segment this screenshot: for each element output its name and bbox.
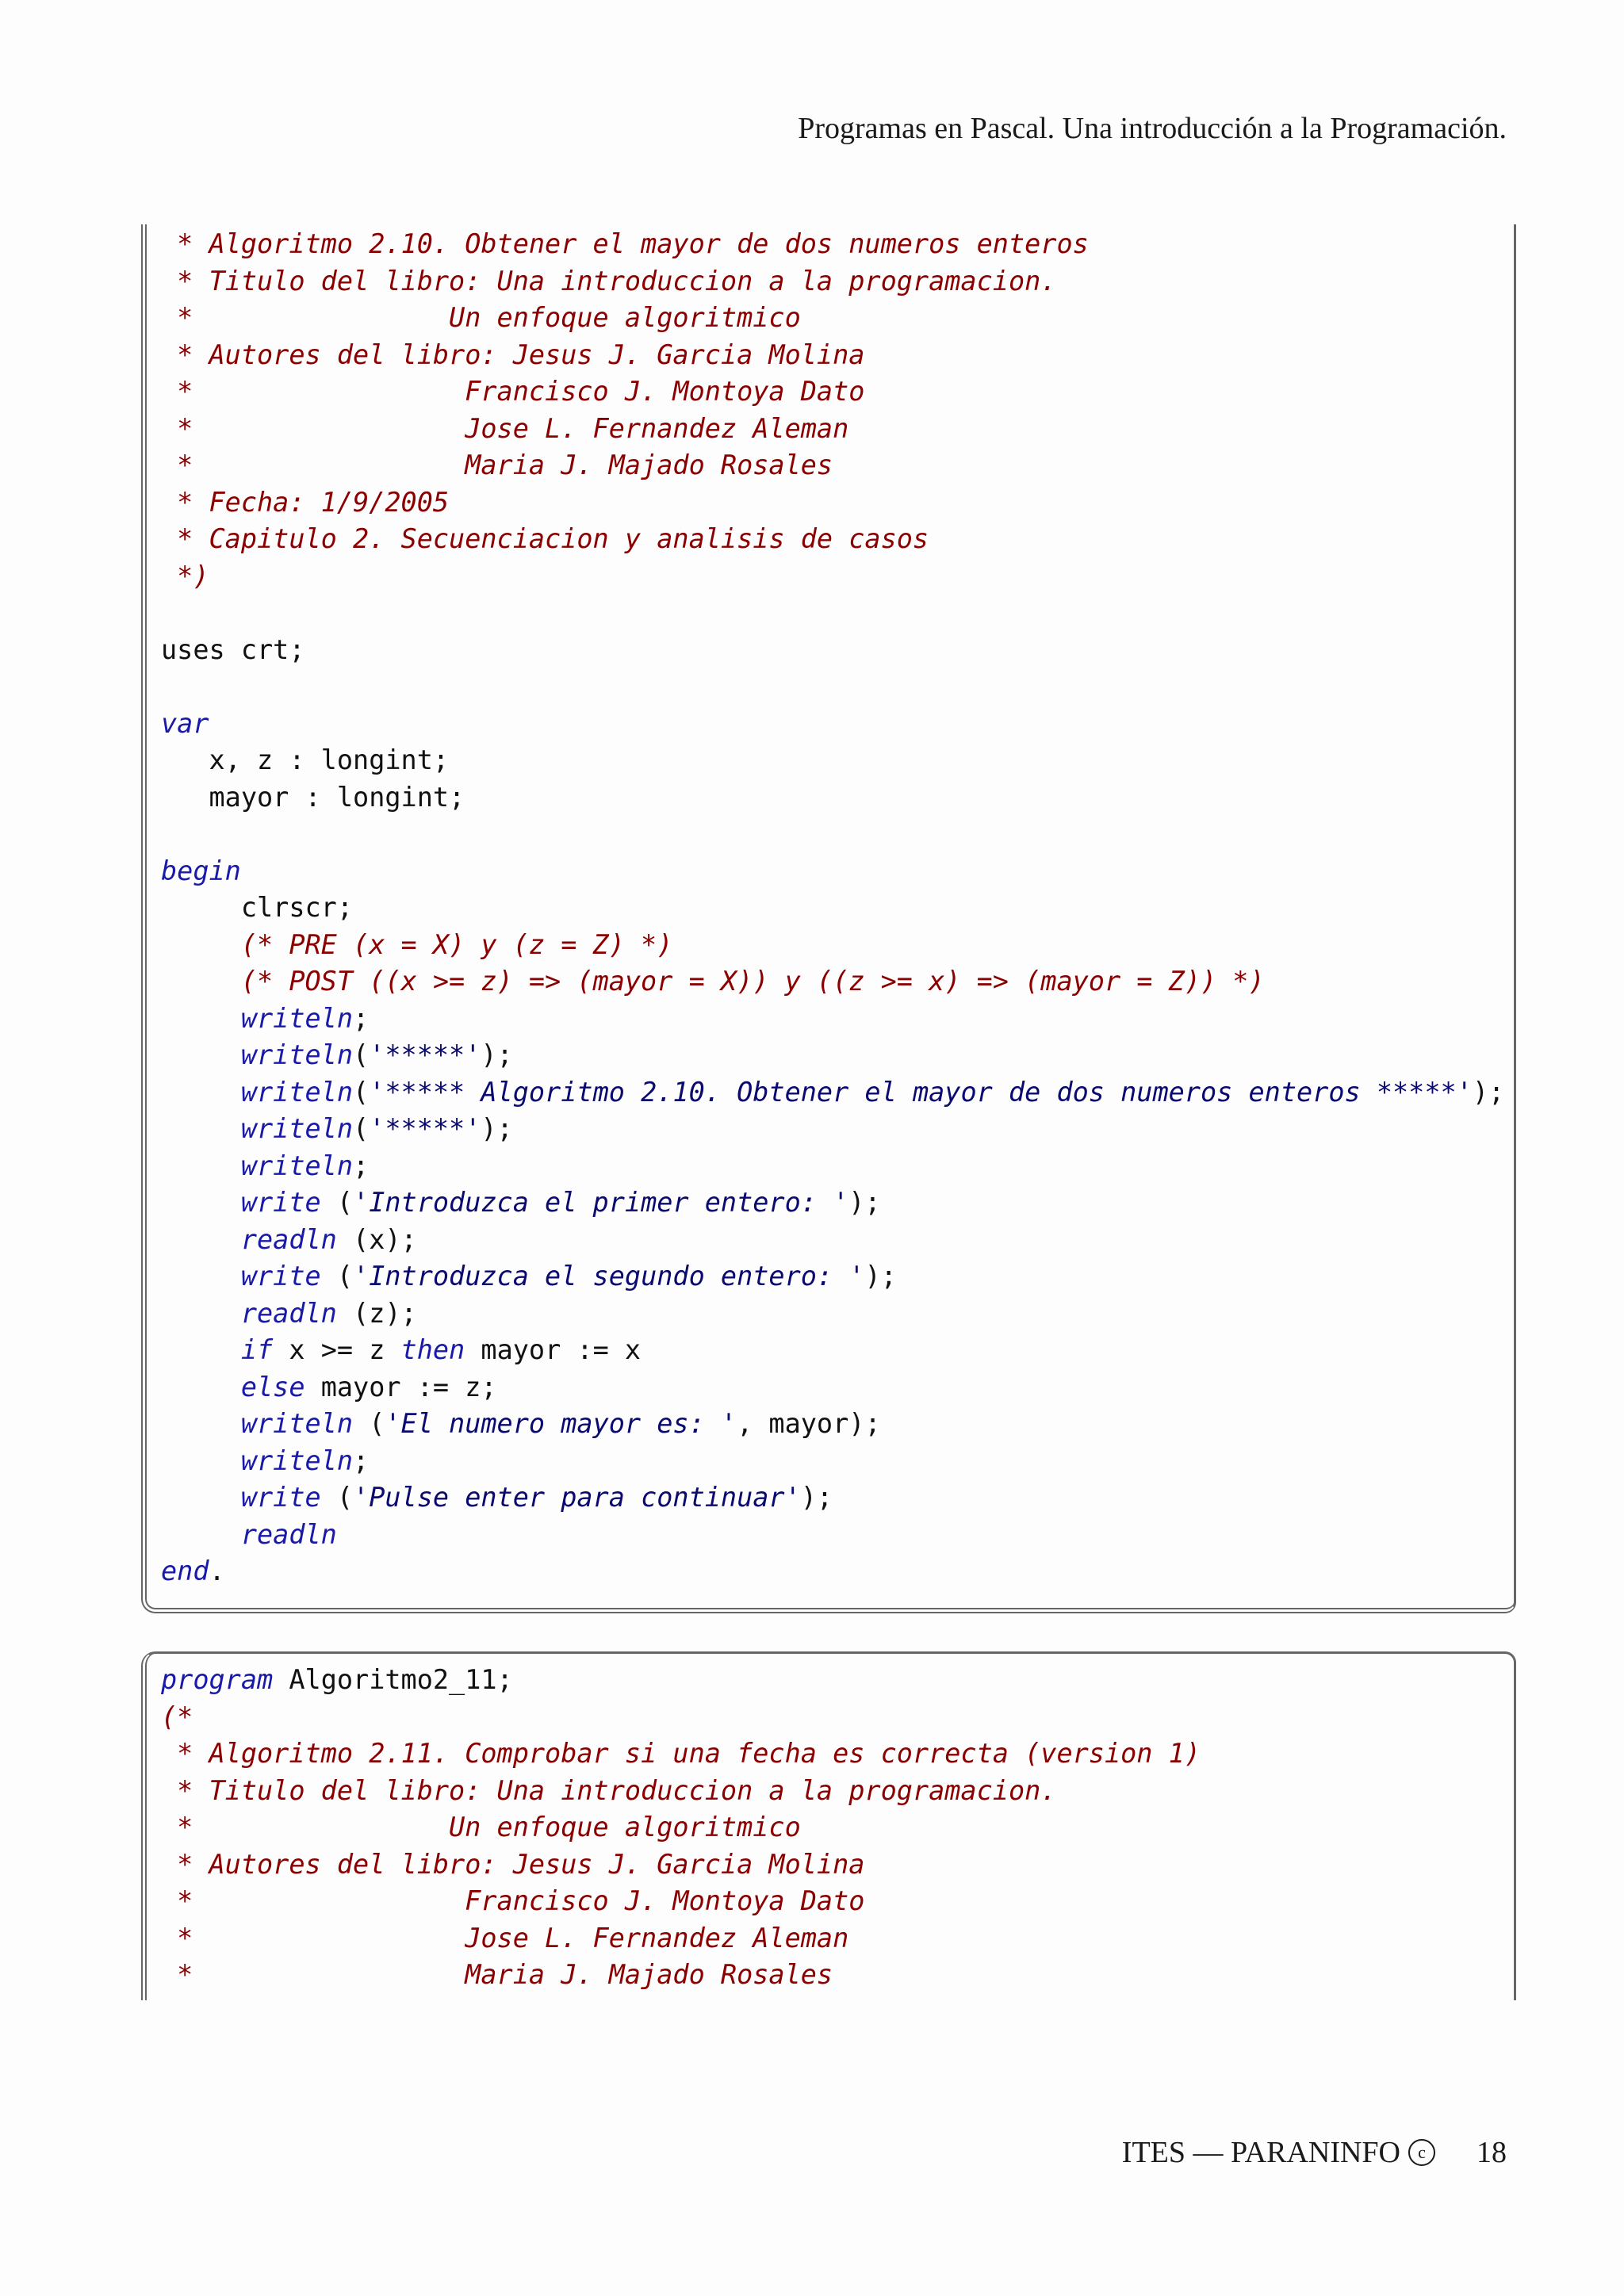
- code-token-plain: );: [481, 1113, 513, 1144]
- code-token-plain: );: [1472, 1076, 1505, 1108]
- code-token-keyword: write: [240, 1261, 321, 1292]
- code-token-plain: (: [353, 1076, 370, 1108]
- code-token-keyword: readln: [240, 1297, 337, 1329]
- code-token-string: '*****': [369, 1113, 481, 1144]
- code-line: [161, 779, 1504, 817]
- code-token-plain: [161, 1334, 241, 1365]
- code-line: [161, 1258, 1504, 1295]
- code-line: [161, 1957, 1201, 1994]
- code-line: [161, 706, 1504, 743]
- code-token-plain: (: [353, 1113, 370, 1144]
- code-token-plain: ;: [353, 1002, 370, 1034]
- code-token-keyword: else: [240, 1371, 305, 1402]
- code-token-keyword: var: [161, 707, 209, 739]
- page-header: Programas en Pascal. Una introducción a la Programación.: [798, 112, 1507, 145]
- code-token-comment: * Francisco J. Montoya Dato: [161, 1885, 865, 1916]
- code-token-plain: clrscr;: [161, 892, 354, 923]
- code-token-string: 'Introduzca el segundo entero: ': [353, 1261, 865, 1292]
- code-line: [161, 1074, 1504, 1112]
- code-line: [161, 1699, 1201, 1736]
- code-line: [161, 1184, 1504, 1222]
- code-token-plain: [161, 1224, 241, 1255]
- code-token-plain: [161, 1039, 241, 1070]
- code-token-plain: );: [864, 1261, 897, 1292]
- code-token-plain: Algoritmo2_11;: [273, 1664, 513, 1695]
- code-token-plain: );: [848, 1187, 881, 1218]
- code-token-keyword: writeln: [240, 1445, 354, 1476]
- code-line: [161, 1222, 1504, 1259]
- code-line: [161, 1846, 1201, 1884]
- code-token-plain: (: [353, 1408, 385, 1439]
- code-token-keyword: writeln: [240, 1002, 354, 1034]
- code-line: [161, 337, 1504, 374]
- code-token-plain: .: [209, 1556, 225, 1586]
- code-line: [161, 1773, 1201, 1810]
- code-token-comment: * Algoritmo 2.11. Comprobar si una fecha es correcta (version 1): [161, 1738, 1201, 1769]
- code-token-plain: ;: [353, 1445, 370, 1476]
- code-line: [161, 411, 1504, 448]
- code-token-comment: * Autores del libro: Jesus J. Garcia Molina: [161, 1848, 865, 1880]
- code-token-plain: mayor : longint;: [161, 781, 465, 813]
- code-token-keyword: writeln: [240, 1076, 354, 1108]
- code-line: [161, 484, 1504, 522]
- code-line: [161, 1001, 1504, 1038]
- code-token-keyword: writeln: [240, 1039, 354, 1070]
- code-line: [161, 853, 1504, 890]
- code-token-comment: * Un enfoque algoritmico: [161, 302, 801, 333]
- code-token-plain: [161, 1519, 241, 1550]
- code-token-comment: (* PRE (x = X) y (z = Z) *): [240, 928, 673, 960]
- code-token-string: 'Pulse enter para continuar': [353, 1482, 801, 1513]
- code-token-plain: x, z : longint;: [161, 744, 450, 775]
- code-token-string: '***** Algoritmo 2.10. Obtener el mayor de dos numeros enteros *****': [369, 1076, 1473, 1108]
- code-line: [161, 226, 1504, 263]
- code-line: [161, 1479, 1504, 1517]
- code-token-comment: * Capitulo 2. Secuenciacion y analisis de casos: [161, 523, 929, 554]
- code-token-keyword: readln: [240, 1518, 337, 1550]
- code-line: [161, 521, 1504, 558]
- code-listing-algoritmo-2-11: [141, 1651, 1516, 2000]
- code-token-plain: , mayor);: [737, 1408, 881, 1439]
- code-body: [161, 226, 1504, 1590]
- code-token-comment: * Algoritmo 2.10. Obtener el mayor de dos numeros enteros: [161, 228, 1089, 259]
- code-token-plain: [161, 1113, 241, 1144]
- code-line: [161, 373, 1504, 411]
- code-line: [161, 263, 1504, 300]
- code-line: [161, 1553, 1504, 1590]
- code-line: [161, 1920, 1201, 1957]
- code-token-plain: [161, 1003, 241, 1034]
- code-token-plain: (x);: [336, 1223, 417, 1255]
- code-token-comment: * Autores del libro: Jesus J. Garcia Molina: [161, 339, 865, 370]
- code-token-plain: [161, 966, 241, 997]
- code-token-keyword: program: [161, 1664, 274, 1695]
- code-token-keyword: write: [240, 1187, 321, 1218]
- code-line: [161, 1406, 1504, 1443]
- code-line: [161, 595, 1504, 632]
- code-token-comment: * Maria J. Majado Rosales: [161, 450, 833, 480]
- code-token-comment: * Fecha: 1/9/2005: [161, 486, 450, 518]
- code-line: [161, 1111, 1504, 1148]
- code-token-comment: (* POST ((x >= z) => (mayor = X)) y ((z >= x) => (mayor = Z)) *): [240, 966, 1265, 997]
- code-token-plain: [161, 1445, 241, 1476]
- code-token-keyword: readln: [240, 1223, 337, 1255]
- code-token-comment: * Titulo del libro: Una introduccion a la programacion.: [161, 1774, 1057, 1806]
- code-body: [161, 1662, 1201, 1994]
- page-footer: [1122, 2135, 1507, 2170]
- code-line: [161, 1369, 1504, 1406]
- code-token-keyword: if: [240, 1334, 274, 1365]
- code-token-keyword: end: [161, 1556, 209, 1586]
- code-token-plain: [161, 1482, 241, 1513]
- code-line: [161, 1662, 1201, 1699]
- code-token-keyword: writeln: [240, 1150, 354, 1181]
- code-token-plain: x >= z: [273, 1334, 401, 1365]
- code-token-string: 'El numero mayor es: ': [385, 1408, 737, 1439]
- code-token-comment: * Francisco J. Montoya Dato: [161, 376, 865, 407]
- code-token-plain: (: [320, 1482, 354, 1513]
- code-token-plain: [161, 1150, 241, 1181]
- code-token-plain: [161, 1298, 241, 1329]
- code-line: [161, 963, 1504, 1001]
- code-token-plain: );: [800, 1482, 833, 1513]
- code-token-comment: * Jose L. Fernandez Aleman: [161, 412, 849, 444]
- publisher-label: ITES — PARANINFO: [1121, 2136, 1400, 2169]
- code-line: [161, 1735, 1201, 1773]
- code-line: [161, 668, 1504, 706]
- code-token-comment: * Titulo del libro: Una introduccion a la programacion.: [161, 265, 1057, 297]
- code-token-plain: [161, 1408, 241, 1439]
- code-token-keyword: writeln: [240, 1113, 354, 1144]
- code-token-keyword: then: [400, 1334, 465, 1365]
- code-token-string: '*****': [369, 1039, 481, 1070]
- code-listing-algoritmo-2-10: [141, 224, 1516, 1613]
- code-token-plain: [161, 1261, 241, 1292]
- code-token-comment: (*: [161, 1701, 193, 1732]
- code-token-plain: (: [320, 1261, 354, 1292]
- code-token-plain: );: [481, 1039, 513, 1070]
- code-line: [161, 1295, 1504, 1333]
- code-token-comment: * Jose L. Fernandez Aleman: [161, 1922, 849, 1954]
- page-number: 18: [1477, 2136, 1507, 2169]
- code-token-plain: [161, 1372, 241, 1402]
- code-token-keyword: writeln: [240, 1408, 354, 1439]
- code-line: [161, 1883, 1201, 1920]
- code-token-plain: [161, 929, 241, 960]
- code-line: [161, 927, 1504, 964]
- code-token-comment: * Maria J. Majado Rosales: [161, 1959, 833, 1990]
- code-line: [161, 742, 1504, 779]
- code-token-plain: mayor := z;: [304, 1371, 497, 1402]
- code-line: [161, 1037, 1504, 1074]
- code-token-keyword: write: [240, 1482, 321, 1513]
- code-line: [161, 890, 1504, 927]
- code-line: [161, 1148, 1504, 1185]
- code-line: [161, 1332, 1504, 1369]
- code-token-keyword: begin: [161, 855, 241, 886]
- code-token-string: 'Introduzca el primer entero: ': [353, 1187, 849, 1218]
- code-token-comment: *): [161, 560, 209, 591]
- code-line: [161, 1517, 1504, 1554]
- code-line: [161, 1443, 1504, 1480]
- code-token-plain: [161, 1077, 241, 1108]
- copyright-icon: c: [1408, 2139, 1435, 2166]
- code-token-comment: * Un enfoque algoritmico: [161, 1812, 801, 1843]
- code-token-plain: [161, 1187, 241, 1218]
- code-line: [161, 300, 1504, 337]
- code-token-plain: mayor := x: [465, 1334, 642, 1365]
- code-token-plain: ;: [353, 1150, 370, 1181]
- code-token-plain: uses crt;: [161, 633, 305, 665]
- code-line: [161, 447, 1504, 484]
- code-line: [161, 1809, 1201, 1846]
- code-token-plain: (: [320, 1187, 354, 1218]
- code-token-plain: (: [353, 1039, 370, 1070]
- code-line: [161, 558, 1504, 595]
- code-token-plain: (z);: [336, 1297, 417, 1329]
- code-line: [161, 816, 1504, 853]
- code-line: [161, 632, 1504, 669]
